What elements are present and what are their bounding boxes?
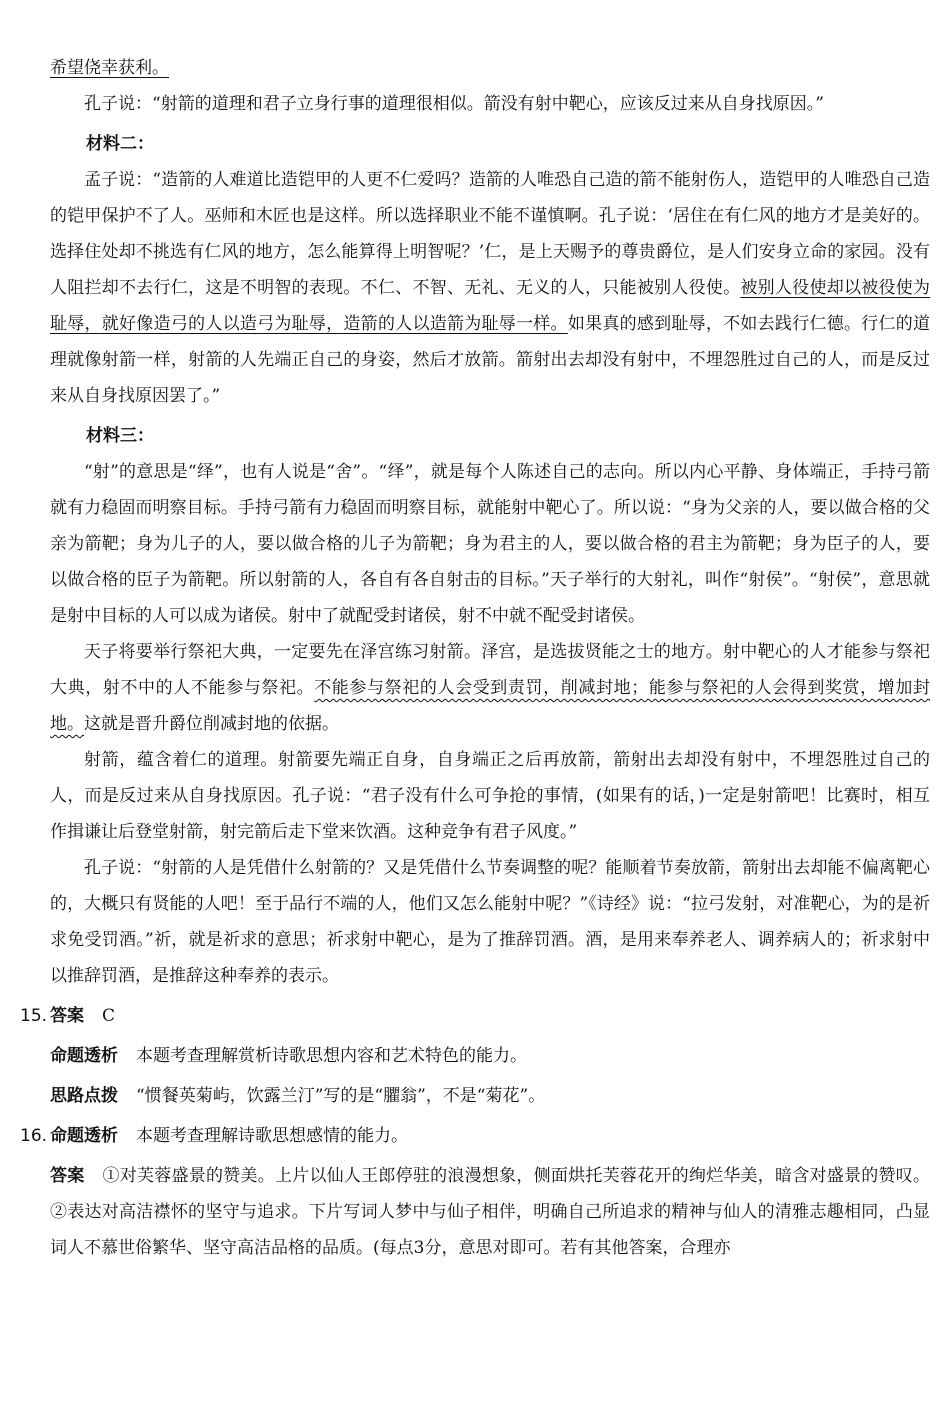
answer-label: 答案: [50, 1166, 85, 1186]
underlined-text: 希望侥幸获利。: [50, 58, 169, 78]
paragraph-2-text-a: 孟子说：“造箭的人难道比造铠甲的人更不仁爱吗？造箭的人唯恐自己造的箭不能射伤人，造铠甲的人唯恐自己造的铠甲保护不了人。巫师和木匠也是这样。所以选择职业不能不谨慎啊。孔子说：‘居住在有仁风的地方才是美好的。选择住处却不挑选有仁风的地方，怎么能算得上明智呢？’仁，是上天赐予的尊贵爵位，是人们安身立命的家园。没有人阻拦却不去行仁，这是不明智的表现。不仁、不智、无礼、无义的人，只能被别人役使。: [50, 170, 930, 298]
analysis-label: 命题透析: [50, 1046, 118, 1066]
paragraph-1: 孔子说：“射箭的道理和君子立身行事的道理很相似。箭没有射中靶心，应该反过来从自身找原因。”: [84, 94, 824, 114]
answer-text: ①对芙蓉盛景的赞美。上片以仙人王郎停驻的浪漫想象，侧面烘托芙蓉花开的绚烂华美，暗含对盛景的赞叹。②表达对高洁襟怀的坚守与追求。下片写词人梦中与仙子相伴，明确自己所追求的精神与仙人的清雅志趣相同，凸显词人不慕世俗繁华、坚守高洁品格的品质。(每点3分，意思对即可。若有其他答案，合理亦: [50, 1166, 931, 1258]
paragraph-2: [50, 162, 930, 414]
material-3-heading: 材料三：: [86, 426, 154, 446]
answer-value: C: [102, 1006, 116, 1026]
paragraph-4-text-c: 这就是晋升爵位削减封地的依据。: [84, 714, 339, 734]
question-number: 16.: [20, 1126, 48, 1146]
question-16: [20, 1118, 930, 1154]
q15-analysis: [50, 1038, 930, 1074]
continued-line: [50, 50, 930, 86]
hint-label: 思路点拨: [50, 1086, 118, 1106]
paragraph-4-text-a: 天子将要举行祭祀大典，一定要先在泽宫练习射箭。泽宫，是选拔贤能之士的地方。射中靶心的人才能参与祭祀大典，射不中的人不能参与祭祀。: [50, 642, 930, 698]
question-number: 15.: [20, 1006, 48, 1026]
question-15: [20, 998, 930, 1034]
paragraph-4: [50, 634, 930, 742]
q16-answer: [50, 1158, 930, 1266]
paragraph-3: “射”的意思是“绎”，也有人说是“舍”。“绎”，就是每个人陈述自己的志向。所以内心平静、身体端正，手持弓箭就有力稳固而明察目标。手持弓箭有力稳固而明察目标，就能射中靶心了。所以说：“身为父亲的人，要以做合格的父亲为箭靶；身为儿子的人，要以做合格的儿子为箭靶；身为君主的人，要以做合格的君主为箭靶；身为臣子的人，要以做合格的臣子为箭靶。所以射箭的人，各自有各自射击的目标。”天子举行的大射礼，叫作“射侯”。“射侯”，意思就是射中目标的人可以成为诸侯。射中了就配受封诸侯，射不中就不配受封诸侯。: [50, 462, 930, 626]
wavy-underlined-sentence: 不能参与祭祀的人会受到责罚，削减封地；能参与祭祀的人会得到奖赏，增加封地。: [50, 678, 931, 734]
analysis-label: 命题透析: [50, 1126, 118, 1146]
paragraph-2-text-c: 如果真的感到耻辱，不如去践行仁德。行仁的道理就像射箭一样，射箭的人先端正自己的身姿，然后才放箭。箭射出去却没有射中，不埋怨胜过自己的人，而是反过来从自身找原因罢了。”: [50, 314, 931, 406]
analysis-text: 本题考查理解诗歌思想感情的能力。: [136, 1126, 408, 1146]
material-2-heading: 材料二：: [86, 134, 154, 154]
paragraph-5: 射箭，蕴含着仁的道理。射箭要先端正自身，自身端正之后再放箭，箭射出去却没有射中，不埋怨胜过自己的人，而是反过来从自身找原因。孔子说：“君子没有什么可争抢的事情，(如果有的话，)一定是射箭吧！比赛时，相互作揖谦让后登堂射箭，射完箭后走下堂来饮酒。这种竞争有君子风度。”: [50, 750, 930, 842]
hint-text: “惯餐英菊屿，饮露兰汀”写的是“臞翁”，不是“菊花”。: [136, 1086, 546, 1106]
answer-label: 答案: [50, 1006, 84, 1026]
underlined-sentence: 被别人役使却以被役使为耻辱，就好像造弓的人以造弓为耻辱，造箭的人以造箭为耻辱一样。: [50, 278, 931, 334]
analysis-text: 本题考查理解赏析诗歌思想内容和艺术特色的能力。: [136, 1046, 527, 1066]
q15-hint: [50, 1078, 930, 1114]
paragraph-6: 孔子说：“射箭的人是凭借什么射箭的？又是凭借什么节奏调整的呢？能顺着节奏放箭，箭射出去却能不偏离靶心的，大概只有贤能的人吧！至于品行不端的人，他们又怎么能射中呢？”《诗经》说：“拉弓发射，对准靶心，为的是祈求免受罚酒。”祈，就是祈求的意思；祈求射中靶心，是为了推辞罚酒。酒，是用来奉养老人、调养病人的；祈求射中以推辞罚酒，是推辞这种奉养的表示。: [50, 858, 930, 986]
